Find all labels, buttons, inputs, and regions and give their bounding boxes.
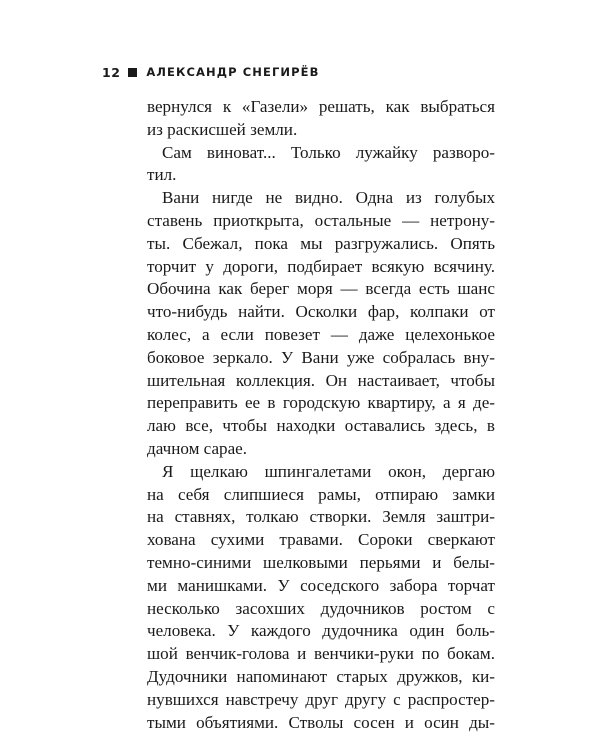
text-line: тил. — [147, 165, 177, 185]
text-line: боковое зеркало. У Вани уже собралась вну- — [147, 347, 495, 367]
author-name: АЛЕКСАНДР СНЕГИРЁВ — [146, 65, 320, 79]
text-line: Обочина как берег моря — всегда есть шанс — [147, 279, 495, 299]
text-line: шой венчик-голова и венчики-руки по бокам. — [147, 644, 495, 664]
text-line: Вани нигде не видно. Одна из голубых — [162, 188, 495, 208]
text-line: темно-синими шелковыми перьями и белы- — [147, 552, 495, 572]
body-text — [147, 96, 495, 734]
text-line: нувшихся навстречу друг другу с распростер- — [147, 689, 495, 709]
text-line: Дудочники напоминают старых дружков, ки- — [147, 666, 495, 686]
page-number: 12 — [102, 64, 121, 80]
text-line: шительная коллекция. Он настаивает, чтобы — [147, 370, 495, 390]
text-line: дачном сарае. — [147, 438, 248, 458]
running-head — [102, 64, 319, 80]
text-line: тыми объятиями. Стволы сосен и осин ды- — [147, 712, 495, 732]
text-line: вернулся к «Газели» решать, как выбраться — [147, 97, 495, 116]
header-square-marker — [128, 68, 137, 77]
text-line: хована сухими травами. Сороки сверкают — [147, 530, 495, 550]
text-line: ты. Сбежал, пока мы разгружались. Опять — [147, 233, 495, 253]
text-line: ставень приоткрыта, остальные — нетрону- — [147, 210, 495, 230]
text-line: человека. У каждого дудочника один боль- — [147, 621, 495, 641]
text-line: на себя слипшиеся рамы, отпираю замки — [147, 484, 495, 504]
text-line: Сам виноват... Только лужайку разворо- — [162, 142, 495, 162]
text-line: Я щелкаю шпингалетами окон, дергаю — [162, 461, 495, 481]
text-line: из раскисшей земли. — [147, 119, 298, 139]
text-line: несколько засохших дудочников ростом с — [147, 598, 495, 618]
text-line: что-нибудь найти. Осколки фар, колпаки от — [147, 302, 495, 322]
text-line: колес, а если повезет — даже целехонькое — [147, 324, 495, 344]
text-line: переправить ее в городскую квартиру, а я де- — [147, 393, 495, 413]
text-line: лаю все, чтобы находки оставались здесь, в — [147, 416, 495, 436]
text-line: торчит у дороги, подбирает всякую всячину. — [147, 256, 495, 276]
text-line: ми манишками. У соседского забора торчат — [147, 575, 495, 595]
text-line: на ставнях, толкаю створки. Земля заштри- — [147, 507, 495, 527]
